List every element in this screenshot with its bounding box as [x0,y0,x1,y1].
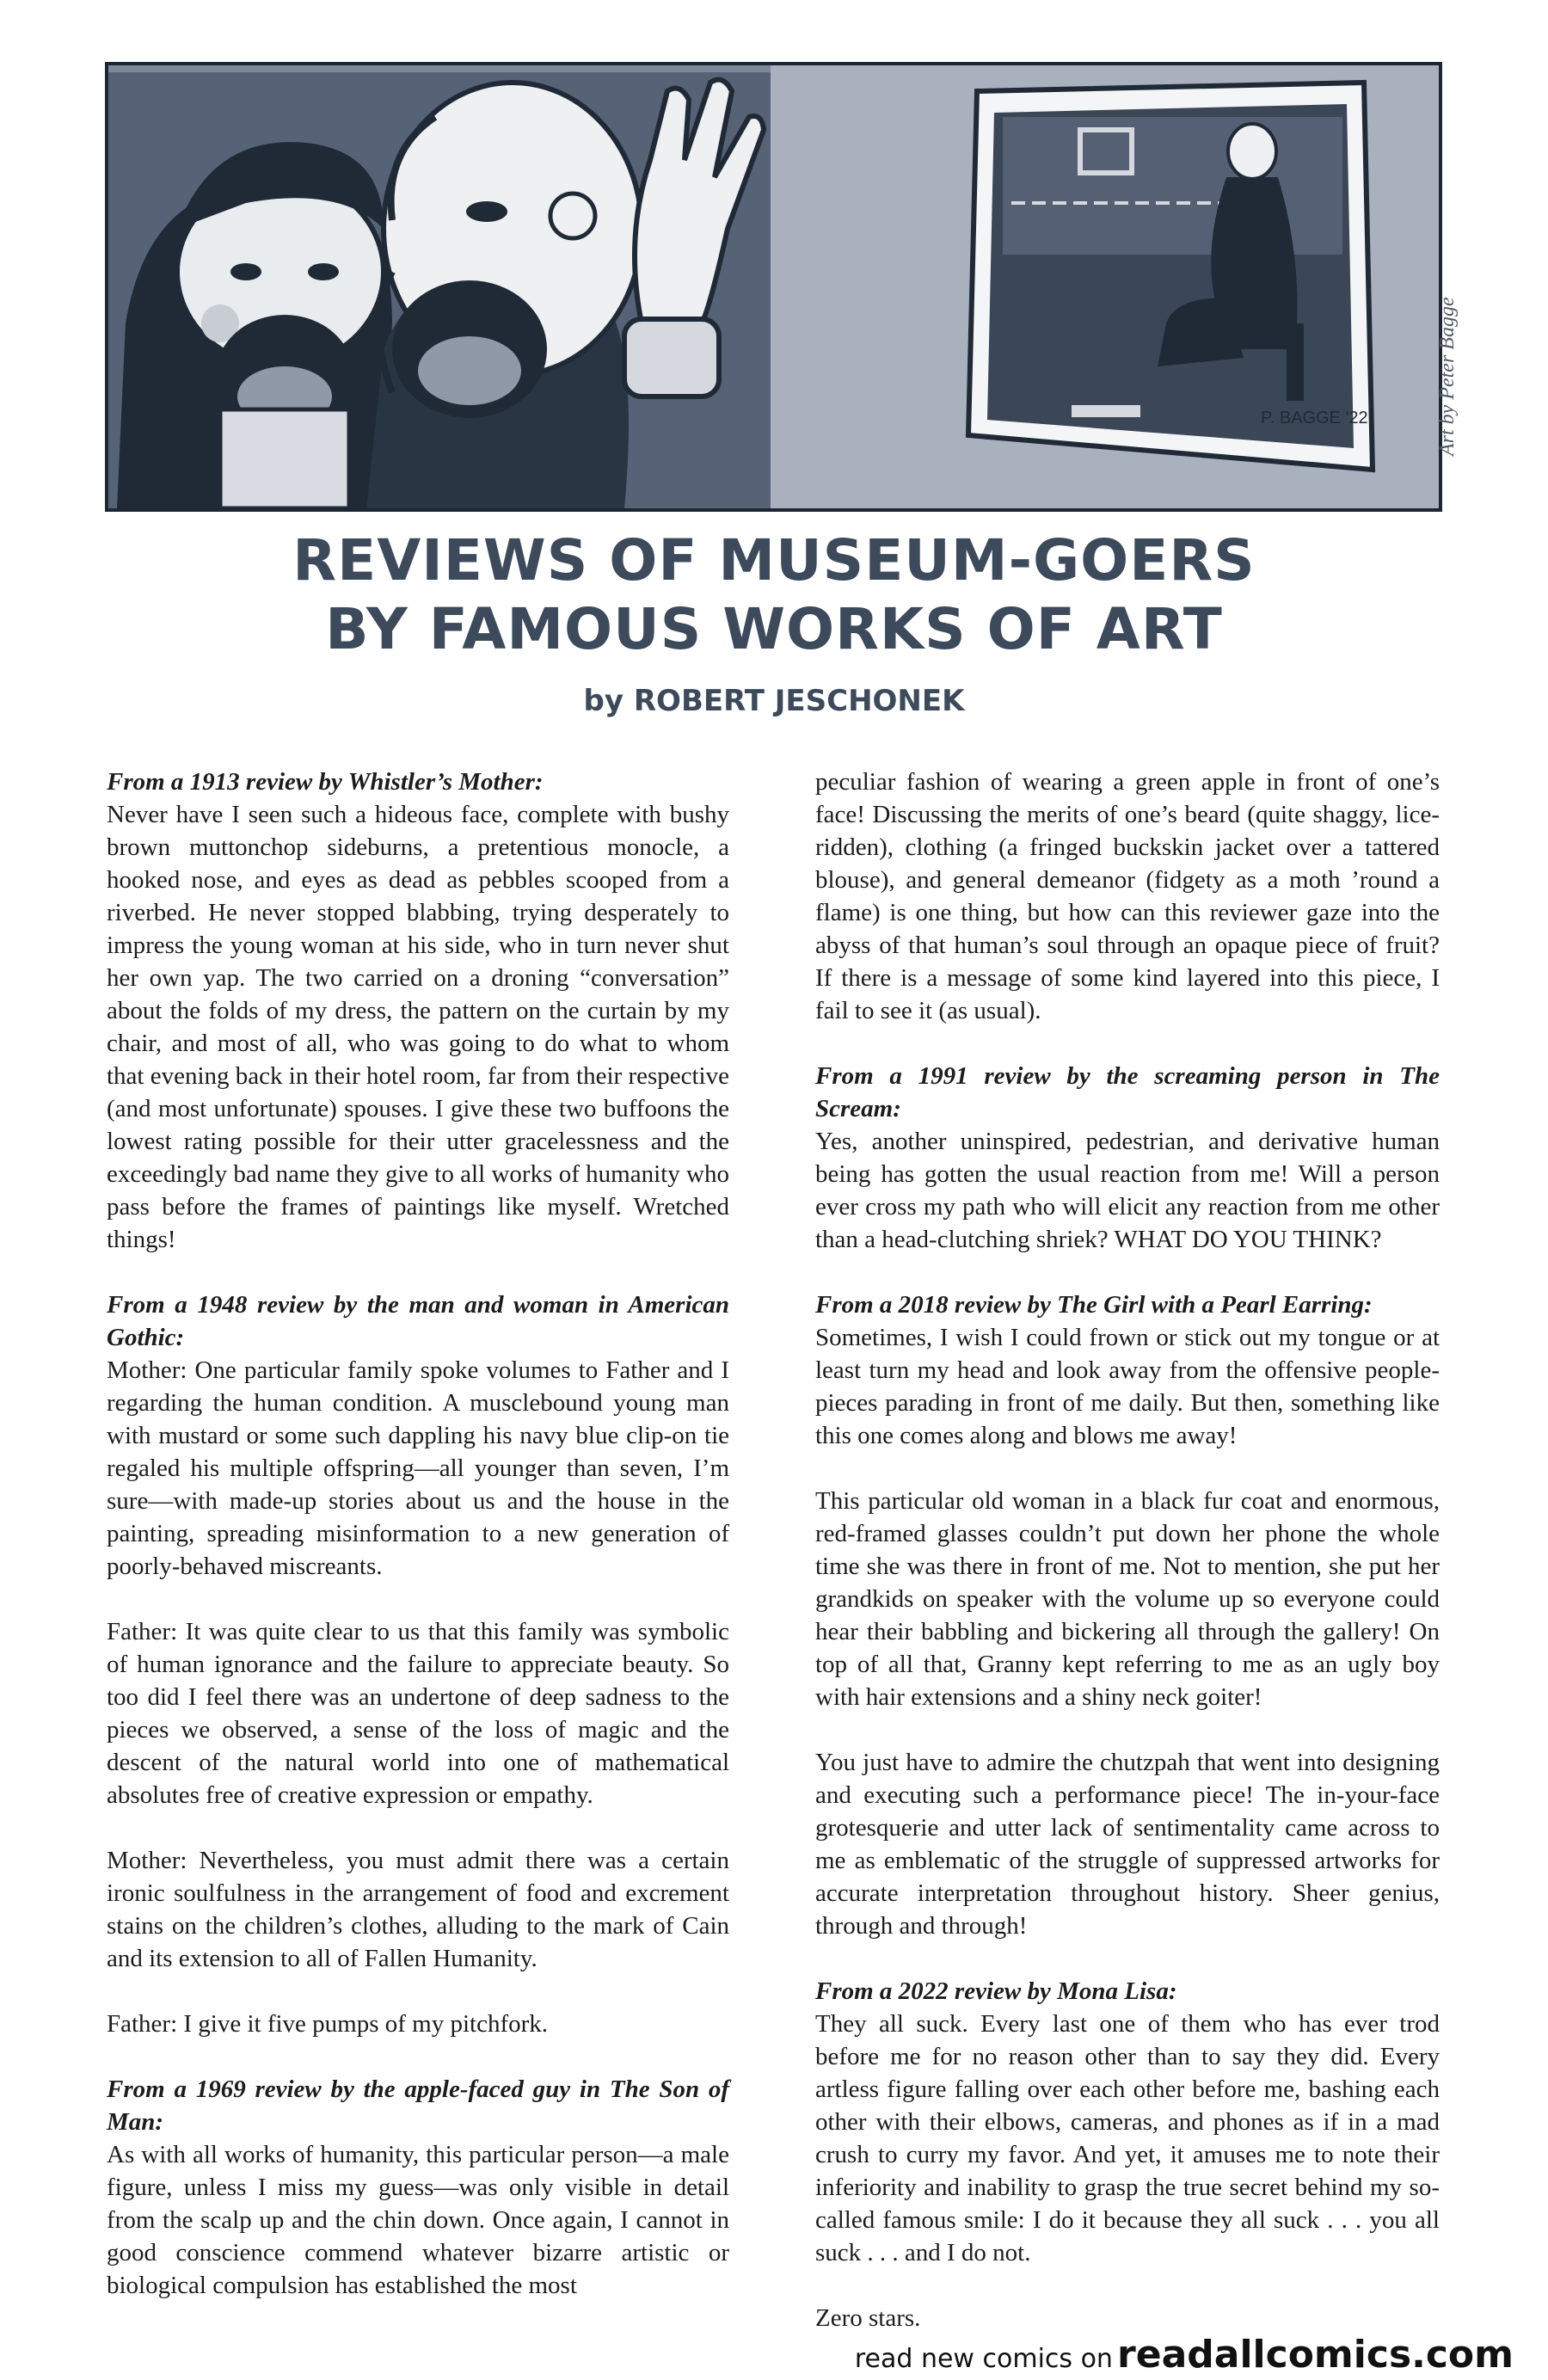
review-paragraph: This particular old woman in a black fur coat and enormous, red-framed glasses couldn’t put down her phone the whole time she was there in front of me. Not to mention, she put her grandkids on speaker with the volume up so everyone could hear their babbling and bickering all through the gallery! On top of all that, Granny kept referring to me as an ugly boy with hair extensions and a shiny neck goiter! [815,1487,1440,1711]
title-line-1: REVIEWS OF MUSEUM-GOERS [292,527,1256,593]
footer-prefix: read new comics on [854,2344,1113,2374]
review-paragraph: Father: It was quite clear to us that this family was symbolic of human ignorance and the failure to appreciate beauty. So too did I feel there was an undertone of deep sadness to the pieces we observed, a sense of the loss of magic and the descent of the natural world into one of mathematical absolutes free of creative expression or empathy. [107,1618,729,1809]
review-heading: From a 1991 review by the screaming person in The Scream: [815,1062,1440,1122]
review-son-of-man [107,2073,729,2302]
header-illustration [105,62,1442,512]
review-body: Never have I seen such a hideous face, complete with bushy brown muttonchop sideburns, a pretentious monocle, a hooked nose, and eyes as dead as pebbles scooped from a riverbed. He never stopped blabbing, trying desperately to impress the young woman at his side, who in turn never shut her own yap. The two carried on a droning “conversation” about the folds of my dress, the pattern on the curtain by my chair, and most of all, who was going to do what to whom that evening back in their hotel room, far from their respective (and most unfortunate) spouses. I give these two buffoons the lowest rating possible for their utter gracelessness and the exceedingly bad name they give to all works of humanity who pass before the frames of paintings like myself. Wretched things! [107,801,729,1253]
review-rating: Zero stars. [815,2304,921,2332]
review-heading: From a 2018 review by The Girl with a Pearl Earring: [815,1291,1373,1319]
review-heading: From a 1948 review by the man and woman in American Gothic: [107,1291,729,1351]
comic-illustration [108,65,1439,508]
left-column [107,766,729,2334]
review-paragraph: You just have to admire the chutzpah that went into designing and executing such a performance piece! The in-your-face grotesquerie and utter lack of sentimentality came across to me as emblematic of the struggle of suppressed artworks for accurate interpretation throughout history. Sheer genius, through and through! [815,1749,1440,1940]
review-body: As with all works of humanity, this particular person—a male figure, unless I miss my guess—was only visible in detail from the scalp up and the chin down. Once again, I cannot in good conscience commend whatever bizarre artistic or biological compulsion has established the most [107,2141,729,2299]
review-paragraph: Father: I give it five pumps of my pitchfork. [107,2010,549,2038]
review-scream [815,1060,1440,1256]
review-heading: From a 1913 review by Whistler’s Mother: [107,768,544,796]
review-whistler [107,766,729,1256]
review-body: Mother: One particular family spoke volumes to Father and I regarding the human condition. A musclebound young man with mustard or some such dappling his navy blue clip-on tie regaled his multiple offspring—all younger than seven, I’m sure—with made-up stories about us and the house in the painting, spreading misinformation to a new generation of poorly-behaved miscreants. [107,1356,729,1580]
title-line-2: BY FAMOUS WORKS OF ART [325,596,1223,662]
footer-watermark[interactable] [855,2333,1514,2377]
art-credit: Art by Peter Bagge [1436,297,1459,456]
page-title [0,526,1548,664]
review-pearl-earring [815,1288,1440,1452]
footer-site-link[interactable]: readallcomics.com [1117,2333,1514,2377]
byline: by ROBERT JESCHONEK [583,684,965,718]
review-heading: From a 1969 review by the apple-faced guy in The Son of Man: [107,2076,729,2136]
review-american-gothic [107,1288,729,1583]
old-man-figure [366,83,642,508]
review-body: Sometimes, I wish I could frown or stick out my tongue or at least turn my head and look away from the offensive people-pieces parading in front of me daily. But then, something like this one comes along and blows me away! [815,1324,1440,1449]
review-heading: From a 2022 review by Mona Lisa: [815,1977,1177,2005]
artist-signature: P. BAGGE '22 [1261,409,1368,427]
review-son-of-man-continued: peculiar fashion of wearing a green apple in front of one’s face! Discussing the merits of one’s beard (quite shaggy, lice-ridden), clothing (a fringed buckskin jacket over a tattered blouse), and general demeanor (fidgety as a moth ’round a flame) is one thing, but how can this reviewer gaze into the abyss of that human’s soul through an opaque piece of fruit? If there is a message of some kind layered into this piece, I fail to see it (as usual). [815,768,1440,1024]
review-paragraph: Mother: Nevertheless, you must admit there was a certain ironic soulfulness in the arrangement of food and excrement stains on the children’s clothes, alluding to the mark of Cain and its extension to all of Fallen Humanity. [107,1847,729,1972]
review-body: They all suck. Every last one of them who has ever trod before me for no reason other than to say they did. Every artless figure falling over each other before me, bashing each other with their elbows, cameras, and phones as if in a mad crush to curry my favor. And yet, it amuses me to note their inferiority and inability to grasp the true secret behind my so-called famous smile: I do it because they all suck . . . you all suck . . . and I do not. [815,2010,1440,2266]
review-mona-lisa [815,1975,1440,2269]
review-body: Yes, another uninspired, pedestrian, and derivative human being has gotten the usual reaction from me! Will a person ever cross my path who will elicit any reaction from me other than a head-clutching shriek? WHAT DO YOU THINK? [815,1128,1440,1253]
right-column [815,766,1440,2367]
